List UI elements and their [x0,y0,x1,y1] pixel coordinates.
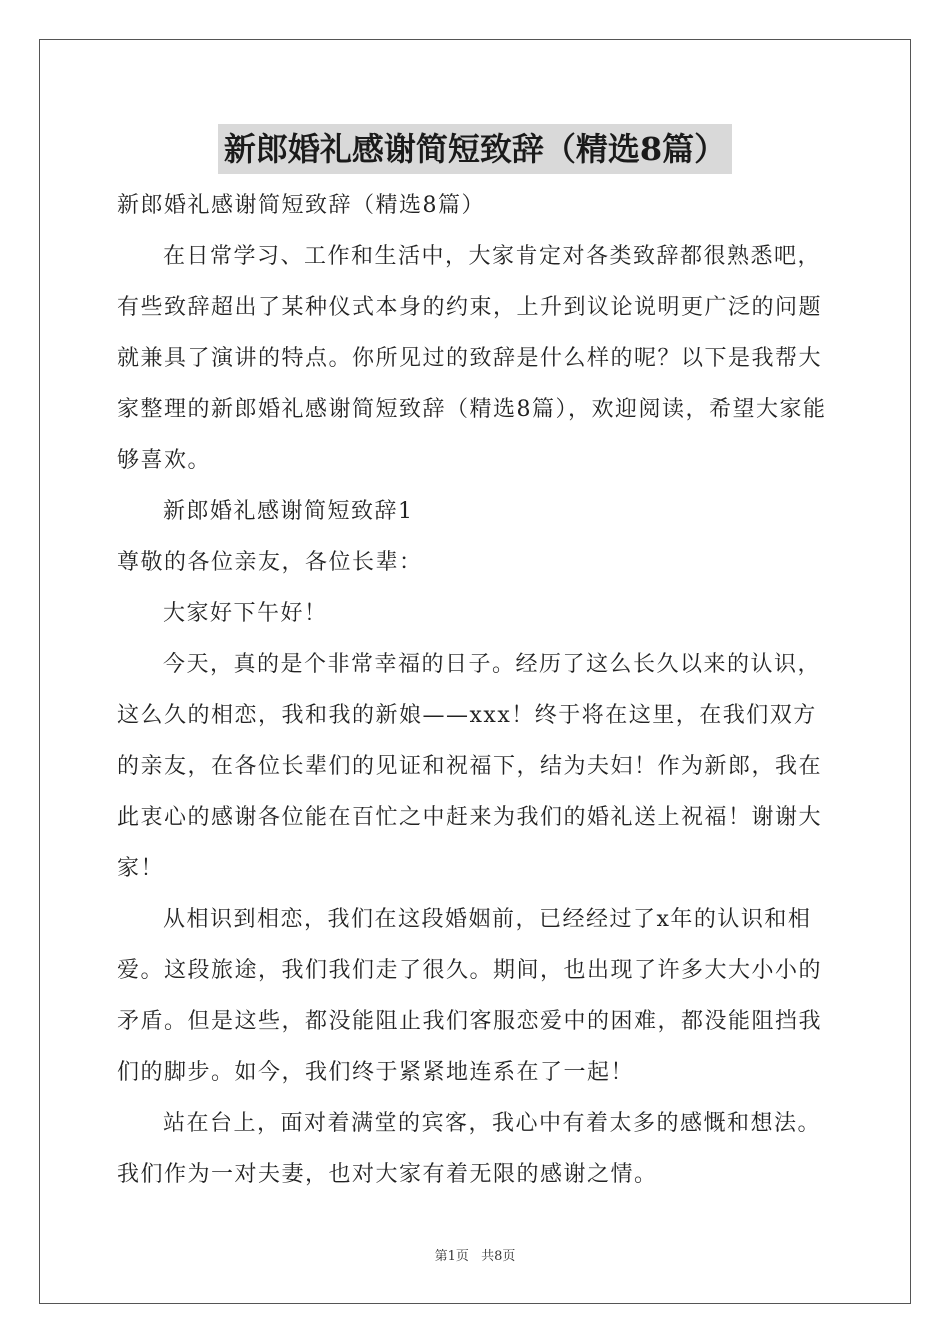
salutation-paragraph: 尊敬的各位亲友，各位长辈： [117,550,423,575]
section-heading: 新郎婚礼感谢简短致辞1 [163,499,414,524]
greeting-paragraph: 大家好下午好！ [163,601,328,626]
title-container [0,124,950,174]
subtitle-paragraph: 新郎婚礼感谢简短致辞（精选8篇） [117,193,485,218]
document-title: 新郎婚礼感谢简短致辞（精选8篇） [218,124,732,174]
document-body [117,180,833,1200]
page-number: 第1页 [434,1249,469,1264]
page-footer [0,1245,950,1264]
intro-paragraph: 在日常学习、工作和生活中，大家肯定对各类致辞都很熟悉吧，有些致辞超出了某种仪式本身的约束，上升到议论说明更广泛的问题就兼具了演讲的特点。你所见过的致辞是什么样的呢？以下是我帮大家整理的新郎婚礼感谢简短致辞（精选8篇），欢迎阅读，希望大家能够喜欢。 [117,244,827,473]
body-paragraph: 今天，真的是个非常幸福的日子。经历了这么长久以来的认识，这么久的相恋，我和我的新娘——xxx！终于将在这里，在我们双方的亲友，在各位长辈们的见证和祝福下，结为夫妇！作为新郎，我在此衷心的感谢各位能在百忙之中赶来为我们的婚礼送上祝福！谢谢大家！ [117,652,823,881]
page-total: 共8页 [481,1249,516,1264]
body-paragraph: 从相识到相恋，我们在这段婚姻前，已经经过了x年的认识和相爱。这段旅途，我们我们走了很久。期间，也出现了许多大大小小的矛盾。但是这些，都没能阻止我们客服恋爱中的困难，都没能阻挡我们的脚步。如今，我们终于紧紧地连系在了一起！ [117,907,823,1085]
body-paragraph: 站在台上，面对着满堂的宾客，我心中有着太多的感慨和想法。我们作为一对夫妻，也对大家有着无限的感谢之情。 [117,1111,822,1187]
